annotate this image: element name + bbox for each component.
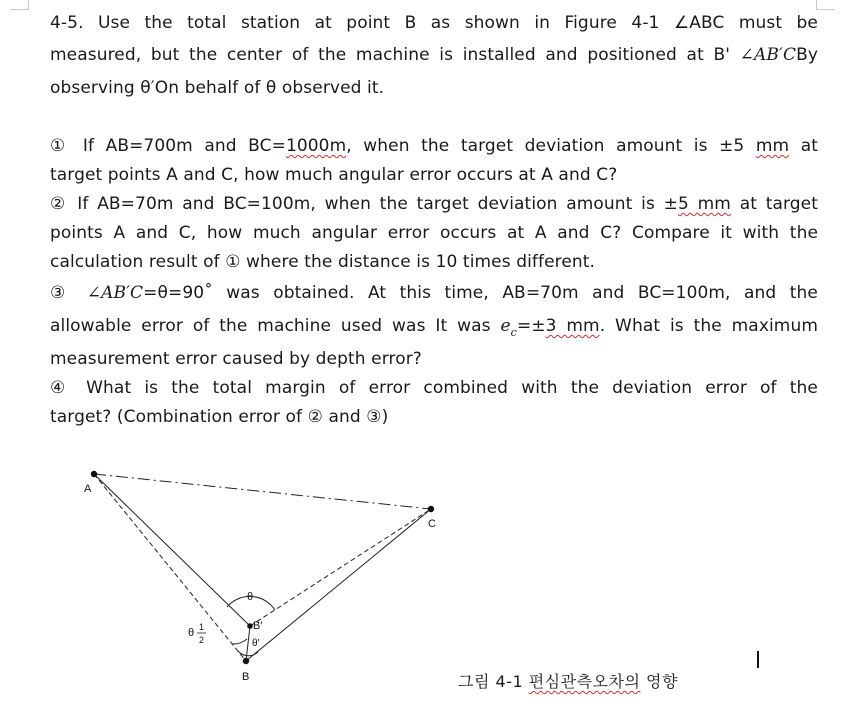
question-4-line: ④ What is the total margin of error combined with the deviation error of the [50,378,818,398]
point-bprime [247,623,253,629]
error-symbol: e [500,316,511,336]
angle-symbol: ∠AB′C [86,283,144,303]
label-a: A [84,483,92,495]
point-b [243,658,249,664]
text-span: at [789,136,819,156]
text-span: measured, but the center of the machine is installed and positioned at B' [50,45,740,65]
spellcheck-word: 3 mm [545,316,600,336]
text-span: allowable error of the machine used was It was [50,316,501,336]
text-span: ① If AB=700m and BC= [50,136,286,156]
label-half-theta-symbol: θ [188,627,195,639]
problem-line: observing θ′On behalf of θ observed it. [50,78,385,98]
label-c: C [428,518,436,530]
spellcheck-word: mm [755,136,790,156]
spellcheck-word: 1000m [285,136,347,156]
line-b-c [246,509,431,661]
line-a-b [94,474,246,661]
point-a [91,471,97,477]
label-half-numerator: 1 [199,622,205,632]
label-bprime: B′ [253,620,263,632]
text-span: at target [730,194,818,214]
label-b: B [242,671,250,683]
question-2-line: points A and C, how much angular error occurs at A and C? Compare it with the [50,223,818,243]
error-subscript: c [510,326,517,339]
text-span: . What is the maximum [599,316,819,336]
text-span: ② If AB=70m and BC=100m, when the target deviation amount is ± [50,194,678,214]
problem-line: 4-5. Use the total station at point B as shown in Figure 4-1 ∠ABC must be [50,13,818,33]
line-a-bprime [94,474,250,626]
text-span: , when the target deviation amount is ±5 [346,136,756,156]
caption-text: 영향 [640,672,678,691]
caption-number: 그림 4-1 [458,672,529,691]
question-1-line: target points A and C, how much angular error occurs at A and C? [50,165,618,185]
figure-caption [458,669,678,692]
arc-half-theta [232,639,247,644]
text-span: ③ [50,283,87,303]
question-3-line: measurement error caused by depth error? [50,349,422,369]
label-half-denominator: 2 [199,635,205,645]
text-span: By [796,45,818,65]
question-2-line: calculation result of ① where the distance is 10 times different. [50,252,596,272]
label-theta: θ [247,591,254,603]
line-a-c [94,474,431,509]
line-bprime-c [250,509,431,626]
spellcheck-word: 5 mm [678,194,731,214]
question-4-line: target? (Combination error of ② and ③) [50,407,389,427]
angle-symbol: ∠AB′C [739,45,797,65]
point-c [428,506,434,512]
text-cursor[interactable] [757,651,759,668]
label-theta-prime: θ′ [252,638,260,649]
text-span: =± [516,316,546,336]
text-span: =θ=90˚ was obtained. At this time, AB=70m and BC=100m, and the [143,283,818,303]
spellcheck-word: 편심관측오차의 [528,672,641,691]
